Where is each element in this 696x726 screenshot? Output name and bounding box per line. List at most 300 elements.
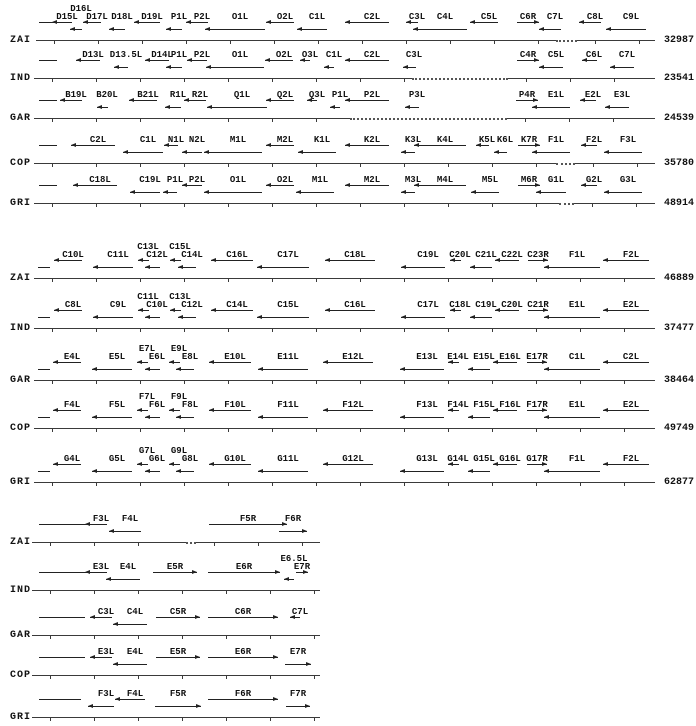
gene-arrow-left [211,310,253,311]
gene-arrow-left [539,67,563,68]
gene-arrow-left [138,310,149,311]
tick-mark [360,164,361,167]
gene-label: M5L [481,175,499,185]
gene-label: C23R [527,250,549,260]
genome-line [34,328,655,329]
gene-arrow-left [298,152,336,153]
gene-label: C2L [363,50,381,60]
gene-label: F6L [148,400,166,410]
gene-label: C21R [527,300,549,310]
tick-mark [96,483,97,486]
gene-arrow-left [323,362,373,363]
gene-arrow-left [532,152,570,153]
gene-arrow-right [527,362,547,363]
gene-arrow-left [163,192,177,193]
tick-mark [270,636,271,639]
gene-arrow-left [401,317,445,318]
gene-label: P4R [518,90,536,100]
gene-arrow-right [517,60,539,61]
gene-arrow-left [401,267,445,268]
tick-mark [316,204,317,207]
tick-mark [228,483,229,486]
gene-fragment-line [39,185,57,186]
genome-line [507,118,655,119]
gene-arrow-right [208,657,278,658]
gene-label: C5R [169,607,187,617]
gene-label: G10L [224,454,246,464]
gene-label: D16L [70,4,92,14]
gene-label: F3L [92,514,110,524]
gene-arrow-left [129,100,157,101]
gene-arrow-left [448,464,459,465]
tick-mark [184,381,185,384]
gene-label: G6L [148,454,166,464]
tick-mark [230,41,231,44]
gene-arrow-left [605,107,629,108]
gene-arrow-left [182,185,202,186]
gene-label: P1L [331,90,349,100]
gene-label: C18L [344,250,366,260]
gene-label: E6L [148,352,166,362]
gene-arrow-left [176,369,194,370]
gene-arrow-left [54,260,82,261]
gene-arrow-left [581,145,597,146]
tick-mark [406,41,407,44]
tick-mark [314,636,315,639]
tick-mark [360,483,361,486]
gene-arrow-left [123,152,163,153]
gene-label: C19L [417,250,439,260]
gene-label: F7L [138,392,156,402]
gene-arrow-right [208,617,278,618]
gene-arrow-left [495,260,519,261]
tick-mark [184,483,185,486]
gene-label: G5L [108,454,126,464]
gene-arrow-left [544,267,600,268]
tick-mark [52,279,53,282]
gene-label: C12L [181,300,203,310]
gene-label: F6R [234,689,252,699]
tick-mark [140,483,141,486]
gene-label: B19L [65,90,87,100]
gene-arrow-left [604,192,642,193]
gene-arrow-left [178,267,196,268]
tick-mark [314,718,315,721]
gene-arrow-left [113,624,147,625]
gene-label: C21L [475,250,497,260]
gene-arrow-left [470,267,492,268]
tick-mark [536,279,537,282]
gene-arrow-left [532,107,570,108]
gene-label: E4L [63,352,81,362]
gene-fragment-line [39,524,89,525]
gene-label: G8L [181,454,199,464]
tick-mark [448,204,449,207]
genome-line [32,542,186,543]
gene-label: O3L [301,50,319,60]
tick-mark [184,429,185,432]
tick-mark [184,119,185,122]
tick-mark [569,119,570,122]
gene-arrow-left [323,410,373,411]
gene-label: K7R [520,135,538,145]
strain-label: GAR [10,630,32,641]
gene-arrow-left [145,471,160,472]
gene-arrow-left [603,410,649,411]
gene-label: E13L [416,352,438,362]
tick-mark [228,329,229,332]
gene-label: C5L [480,12,498,22]
gene-label: C10L [146,300,168,310]
tick-mark [404,204,405,207]
gene-label: C1L [308,12,326,22]
gene-arrow-left [450,310,461,311]
gene-label: B21L [137,90,159,100]
gene-label: G1L [547,175,565,185]
gene-arrow-right [518,185,540,186]
gene-label: M4L [436,175,454,185]
genome-line [34,163,556,164]
gene-label: F1L [547,135,565,145]
gene-label: F5R [169,689,187,699]
genome-line-gap [556,163,575,165]
gene-arrow-left [297,29,327,30]
coordinate-value: 23541 [663,73,694,84]
gene-fragment-line [39,699,81,700]
tick-mark [525,119,526,122]
gene-arrow-left [169,362,180,363]
gene-label: M1L [229,135,247,145]
gene-label: E6R [235,562,253,572]
tick-mark [228,164,229,167]
genome-line-gap [412,78,508,80]
tick-mark [272,164,273,167]
strain-label: GAR [10,113,32,124]
gene-arrow-left [300,60,310,61]
coordinate-value: 62877 [663,477,694,488]
genome-line [34,278,655,279]
gene-fragment-line [39,617,85,618]
gene-arrow-right [208,572,280,573]
gene-label: G13L [416,454,438,464]
tick-mark [94,543,95,546]
tick-mark [592,204,593,207]
gene-label: C8L [586,12,604,22]
tick-mark [580,279,581,282]
gene-arrow-left [134,22,160,23]
coordinate-value: 35780 [663,158,694,169]
tick-mark [360,279,361,282]
tick-mark [636,204,637,207]
tick-mark [272,79,273,82]
gene-arrow-left [413,29,467,30]
gene-label: C7L [291,607,309,617]
tick-mark [96,164,97,167]
gene-label: E1L [547,90,565,100]
gene-arrow-left [493,464,517,465]
genome-line [32,635,320,636]
gene-label: M6R [520,175,538,185]
gene-label: F3L [619,135,637,145]
tick-mark [270,591,271,594]
gene-label: C3L [408,12,426,22]
gene-arrow-left [468,471,490,472]
tick-mark [580,381,581,384]
gene-label: O2L [275,50,293,60]
gene-label: P1L [170,12,188,22]
gene-arrow-left [471,192,499,193]
tick-mark [226,676,227,679]
gene-arrow-left [115,699,145,700]
tick-mark [96,119,97,122]
gene-label: E8L [181,352,199,362]
gene-arrow-left [169,464,180,465]
tick-mark [140,381,141,384]
gene-label: M2L [363,175,381,185]
gene-label: R2L [191,90,209,100]
gene-arrow-left [345,100,389,101]
gene-label: K2L [363,135,381,145]
gene-arrow-left [187,60,207,61]
tick-mark [228,79,229,82]
gene-arrow-left [450,260,461,261]
gene-arrow-left [258,471,308,472]
tick-mark [536,381,537,384]
gene-arrow-left [325,260,375,261]
gene-label: C1L [325,50,343,60]
gene-arrow-left [603,362,649,363]
gene-label: K6L [496,135,514,145]
gene-arrow-left [307,100,317,101]
gene-arrow-left [145,60,169,61]
tick-mark [186,41,187,44]
gene-label: F4L [121,514,139,524]
gene-label: E15L [473,352,495,362]
tick-mark [302,543,303,546]
gene-arrow-left [580,100,596,101]
coordinate-value: 24539 [663,113,694,124]
gene-label: O1L [229,175,247,185]
tick-mark [50,591,51,594]
gene-arrow-left [182,152,202,153]
tick-mark [404,329,405,332]
gene-label: C1L [568,352,586,362]
gene-label: C11L [107,250,129,260]
tick-mark [272,204,273,207]
tick-mark [274,41,275,44]
tick-mark [54,41,55,44]
gene-label: P2L [193,12,211,22]
gene-arrow-left [206,67,264,68]
gene-label: N1L [167,135,185,145]
tick-mark [96,79,97,82]
gene-arrow-right [527,410,547,411]
gene-label: E7L [138,344,156,354]
tick-mark [360,329,361,332]
tick-mark [448,483,449,486]
tick-mark [450,41,451,44]
gene-arrow-left [184,100,206,101]
gene-arrow-left [582,60,597,61]
gene-label: E9L [170,344,188,354]
gene-label: P1L [170,50,188,60]
tick-mark [316,279,317,282]
gene-arrow-left [265,60,293,61]
gene-fragment-line [39,572,85,573]
gene-arrow-left [138,260,149,261]
gene-arrow-left [54,310,82,311]
gene-label: E14L [447,352,469,362]
tick-mark [96,381,97,384]
tick-mark [50,676,51,679]
gene-arrow-right [517,22,539,23]
gene-label: C18L [89,175,111,185]
coordinate-value: 32987 [663,35,694,46]
gene-label: G7L [138,446,156,456]
tick-mark [272,483,273,486]
tick-mark [360,79,361,82]
gene-arrow-left [109,531,141,532]
gene-arrow-left [92,417,132,418]
gene-arrow-left [113,664,147,665]
gene-arrow-right [528,260,548,261]
tick-mark [138,676,139,679]
gene-arrow-left [266,185,294,186]
gene-arrow-left [164,145,178,146]
tick-mark [184,164,185,167]
tick-mark [316,79,317,82]
gene-arrow-left [470,317,492,318]
gene-label: F13L [416,400,438,410]
gene-label: E1L [568,300,586,310]
gene-label: E7R [293,562,311,572]
gene-label: E4L [126,647,144,657]
gene-arrow-left [468,369,490,370]
gene-label: E12L [342,352,364,362]
gene-arrow-left [178,317,196,318]
gene-arrow-left [186,22,208,23]
gene-label: N2L [188,135,206,145]
gene-arrow-left [544,317,600,318]
tick-mark [96,329,97,332]
gene-label: F6R [284,514,302,524]
tick-mark [637,164,638,167]
gene-arrow-left [83,22,101,23]
gene-label: O1L [231,12,249,22]
strain-label: GRI [10,712,32,723]
gene-label: F8L [181,400,199,410]
gene-label: E7R [289,647,307,657]
tick-mark [52,329,53,332]
gene-arrow-left [52,22,72,23]
gene-label: F9L [170,392,188,402]
tick-mark [362,41,363,44]
gene-arrow-right [296,572,308,573]
tick-mark [140,119,141,122]
gene-label: Q3L [308,90,326,100]
gene-label: C6L [585,50,603,60]
gene-arrow-right [155,706,201,707]
gene-arrow-left [209,362,251,363]
gene-label: E4L [119,562,137,572]
tick-mark [448,279,449,282]
tick-mark [448,381,449,384]
gene-fragment-line [38,417,50,418]
gene-arrow-left [266,145,294,146]
tick-mark [536,329,537,332]
tick-mark [570,79,571,82]
tick-mark [140,79,141,82]
gene-arrow-left [170,310,181,311]
genome-line [34,428,655,429]
gene-label: F12L [342,400,364,410]
gene-arrow-left [539,29,561,30]
gene-label: E3L [613,90,631,100]
genome-line [575,163,655,164]
tick-mark [138,718,139,721]
tick-mark [360,204,361,207]
gene-label: F2L [622,454,640,464]
gene-arrow-left [204,192,262,193]
tick-mark [184,329,185,332]
tick-mark [184,279,185,282]
tick-mark [182,591,183,594]
gene-arrow-left [448,410,459,411]
gene-arrow-left [284,579,294,580]
gene-arrow-left [401,192,415,193]
tick-mark [316,429,317,432]
tick-mark [272,119,273,122]
gene-label: C7L [546,12,564,22]
gene-label: E3L [92,562,110,572]
tick-mark [580,329,581,332]
tick-mark [270,676,271,679]
tick-mark [316,381,317,384]
gene-arrow-left [170,260,181,261]
tick-mark [140,164,141,167]
gene-label: C2L [89,135,107,145]
gene-arrow-left [345,60,389,61]
gene-arrow-left [176,471,194,472]
tick-mark [580,429,581,432]
gene-arrow-right [279,531,307,532]
gene-arrow-left [71,145,115,146]
gene-arrow-left [145,267,160,268]
gene-label: C20L [449,250,471,260]
gene-label: F14L [447,400,469,410]
gene-label: F3L [97,689,115,699]
tick-mark [314,591,315,594]
gene-label: D13.5L [109,50,143,60]
gene-arrow-right [286,706,310,707]
gene-arrow-right [528,310,548,311]
tick-mark [140,329,141,332]
gene-label: C4L [126,607,144,617]
tick-mark [536,483,537,486]
gene-arrow-left [85,524,107,525]
gene-label: E5L [108,352,126,362]
gene-arrow-left [448,362,459,363]
tick-mark [98,41,99,44]
gene-label: F5R [239,514,257,524]
gene-arrow-left [345,22,389,23]
tick-mark [94,718,95,721]
gene-arrow-left [400,369,444,370]
gene-label: C3L [97,607,115,617]
tick-mark [316,119,317,122]
gene-arrow-left [207,107,267,108]
strain-label: GRI [10,477,32,488]
